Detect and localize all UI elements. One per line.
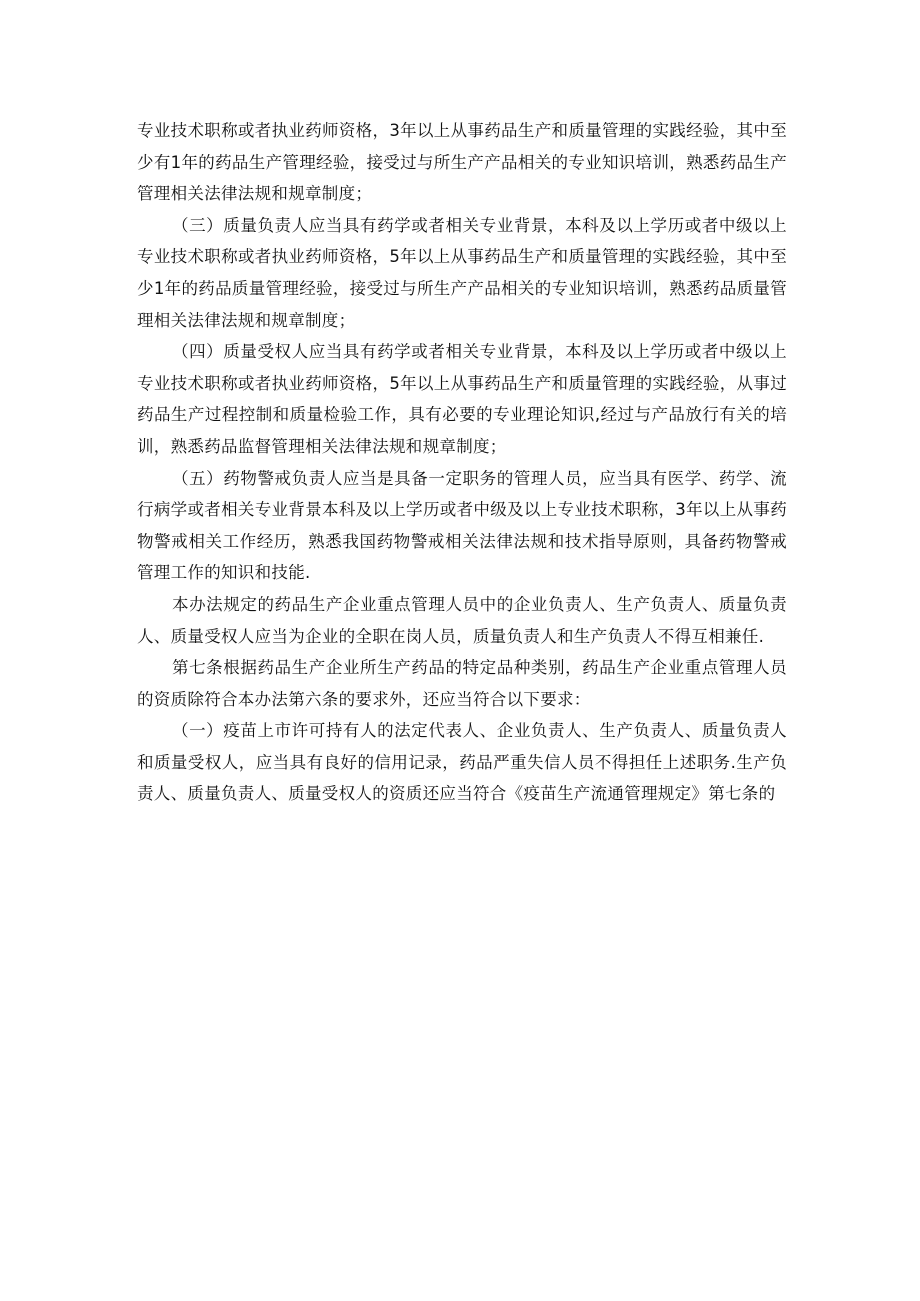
paragraph-vaccine-holder: （一）疫苗上市许可持有人的法定代表人、企业负责人、生产负责人、质量负责人和质量受权人，应当具有良好的信用记录，药品严重失信人员不得担任上述职务.生产负责人、质量负责人、质量受权人的资质还应当符合《疫苗生产流通管理规定》第七条的 bbox=[137, 721, 787, 804]
paragraph-article-seven: 第七条根据药品生产企业所生产药品的特定品种类别，药品生产企业重点管理人员的资质除符合本办法第六条的要求外，还应当符合以下要求： bbox=[137, 658, 787, 709]
paragraph-quality-head: （三）质量负责人应当具有药学或者相关专业背景，本科及以上学历或者中级以上专业技术职称或者执业药师资格，5年以上从事药品生产和质量管理的实践经验，其中至少1年的药品质量管理经验，接受过与所生产产品相关的专业知识培训，熟悉药品质量管理相关法律法规和规章制度； bbox=[137, 215, 787, 330]
paragraph-qualified-person: （四）质量受权人应当具有药学或者相关专业背景，本科及以上学历或者中级以上专业技术职称或者执业药师资格，5年以上从事药品生产和质量管理的实践经验，从事过药品生产过程控制和质量检验工作，具有必要的专业理论知识,经过与产品放行有关的培训，熟悉药品监督管理相关法律法规和规章制度； bbox=[137, 342, 787, 456]
paragraph-continuation: 专业技术职称或者执业药师资格，3年以上从事药品生产和质量管理的实践经验，其中至少有1年的药品生产管理经验，接受过与所生产产品相关的专业知识培训，熟悉药品生产管理相关法律法规和规章制度； bbox=[137, 121, 787, 204]
paragraph-pharmacovigilance-head: （五）药物警戒负责人应当是具备一定职务的管理人员，应当具有医学、药学、流行病学或者相关专业背景本科及以上学历或者中级及以上专业技术职称，3年以上从事药物警戒相关工作经历，熟悉我国药物警戒相关法律法规和技术指导原则，具备药物警戒管理工作的知识和技能. bbox=[137, 468, 787, 583]
paragraph-full-time-requirement: 本办法规定的药品生产企业重点管理人员中的企业负责人、生产负责人、质量负责人、质量受权人应当为企业的全职在岗人员，质量负责人和生产负责人不得互相兼任. bbox=[137, 594, 787, 646]
document-body bbox=[137, 115, 787, 810]
